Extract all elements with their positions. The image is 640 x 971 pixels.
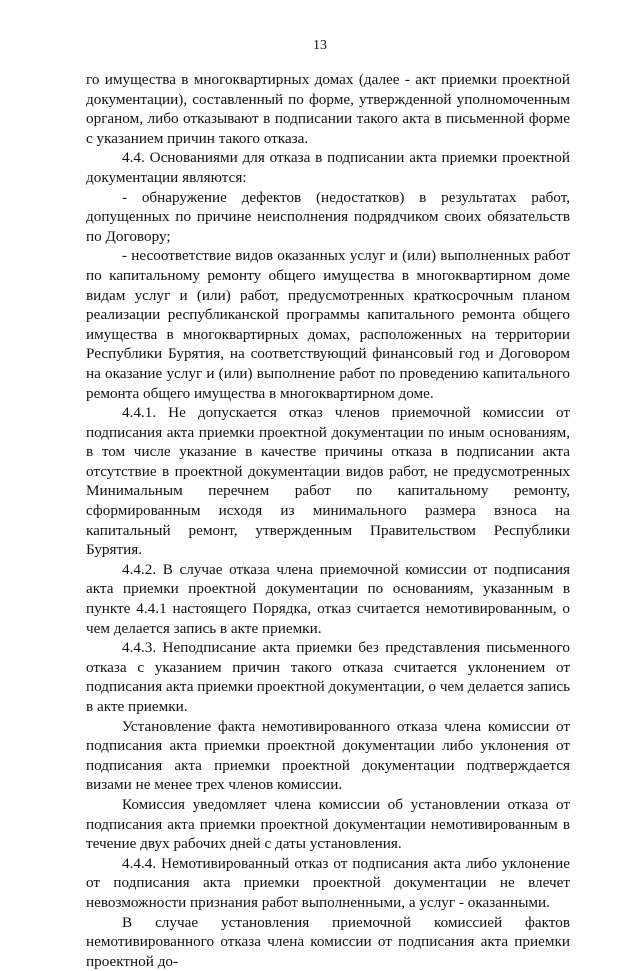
paragraph-commission-notice: Комиссия уведомляет члена комиссии об установлении отказа от подписания акта приемки проектной документации немотивированным в течение двух рабочих дней с даты установления. bbox=[86, 795, 570, 853]
paragraph-4-4-3: 4.4.3. Неподписание акта приемки без представления письменного отказа с указанием причин такого отказа считается уклонением от подписания акта приемки проектной документации, о чем делается запись в акте приемки. bbox=[86, 639, 570, 715]
paragraph-4-4-2: 4.4.2. В случае отказа члена приемочной комиссии от подписания акта приемки проектной документации по основаниям, указанным в пункте 4.4.1 настоящего Порядка, отказ считается немотивированным, о чем делается запись в акте приемки. bbox=[86, 560, 570, 637]
paragraph-mismatch: - несоответствие видов оказанных услуг и (или) выполненных работ по капитальному ремонту общего имущества в многоквартирном доме видам услуг и (или) работ, предусмотренных краткосрочным планом реализации республиканской программы капитального ремонта общего имущества в многоквартирных домах, расположенных на территории Республики Бурятия, на соответствующий финансовый год и Договором на оказание услуг и (или) выполнение работ по проведению капитального ремонта общего имущества в многоквартирном доме. bbox=[86, 247, 570, 402]
paragraph-4-4-4: 4.4.4. Немотивированный отказ от подписания акта либо уклонение от подписания акта приемки проектной документации не влечет невозможности признания работ выполненными, а услуг - оказанными. bbox=[86, 854, 570, 911]
paragraph-unmotivated-refusal: Установление факта немотивированного отказа члена комиссии от подписания акта приемки проектной документации либо уклонения от подписания акта приемки проектной документации подтверждается визами не менее трех членов комиссии. bbox=[86, 717, 570, 794]
paragraph-intro-continuation: го имущества в многоквартирных домах (далее - акт приемки проектной документации), составленный по форме, утвержденной уполномоченным органом, либо отказывают в подписании такого акта в письменной форме с указанием причин такого отказа. bbox=[86, 71, 570, 147]
document-body bbox=[86, 70, 570, 971]
paragraph-defects: - обнаружение дефектов (недостатков) в результатах работ, допущенных по причине неисполнения подрядчиком своих обязательств по Договору; bbox=[86, 188, 570, 245]
paragraph-4-4-1: 4.4.1. Не допускается отказ членов приемочной комиссии от подписания акта приемки проектной документации по иным основаниям, в том числе указание в качестве причины отказа в подписании акта отсутствие в проектной документации видов работ, не предусмотренных Минимальным перечнем работ по капитальному ремонту, сформированным исходя из минимального размера взноса на капитальный ремонт, утвержденным Правительством Республики Бурятия. bbox=[86, 404, 570, 559]
paragraph-4-4: 4.4. Основаниями для отказа в подписании акта приемки проектной документации являются: bbox=[86, 149, 570, 186]
page-number: 13 bbox=[313, 38, 327, 53]
paragraph-final-continuation: В случае установления приемочной комиссией фактов немотивированного отказа члена комиссии от подписания акта приемки проектной до- bbox=[86, 913, 570, 970]
